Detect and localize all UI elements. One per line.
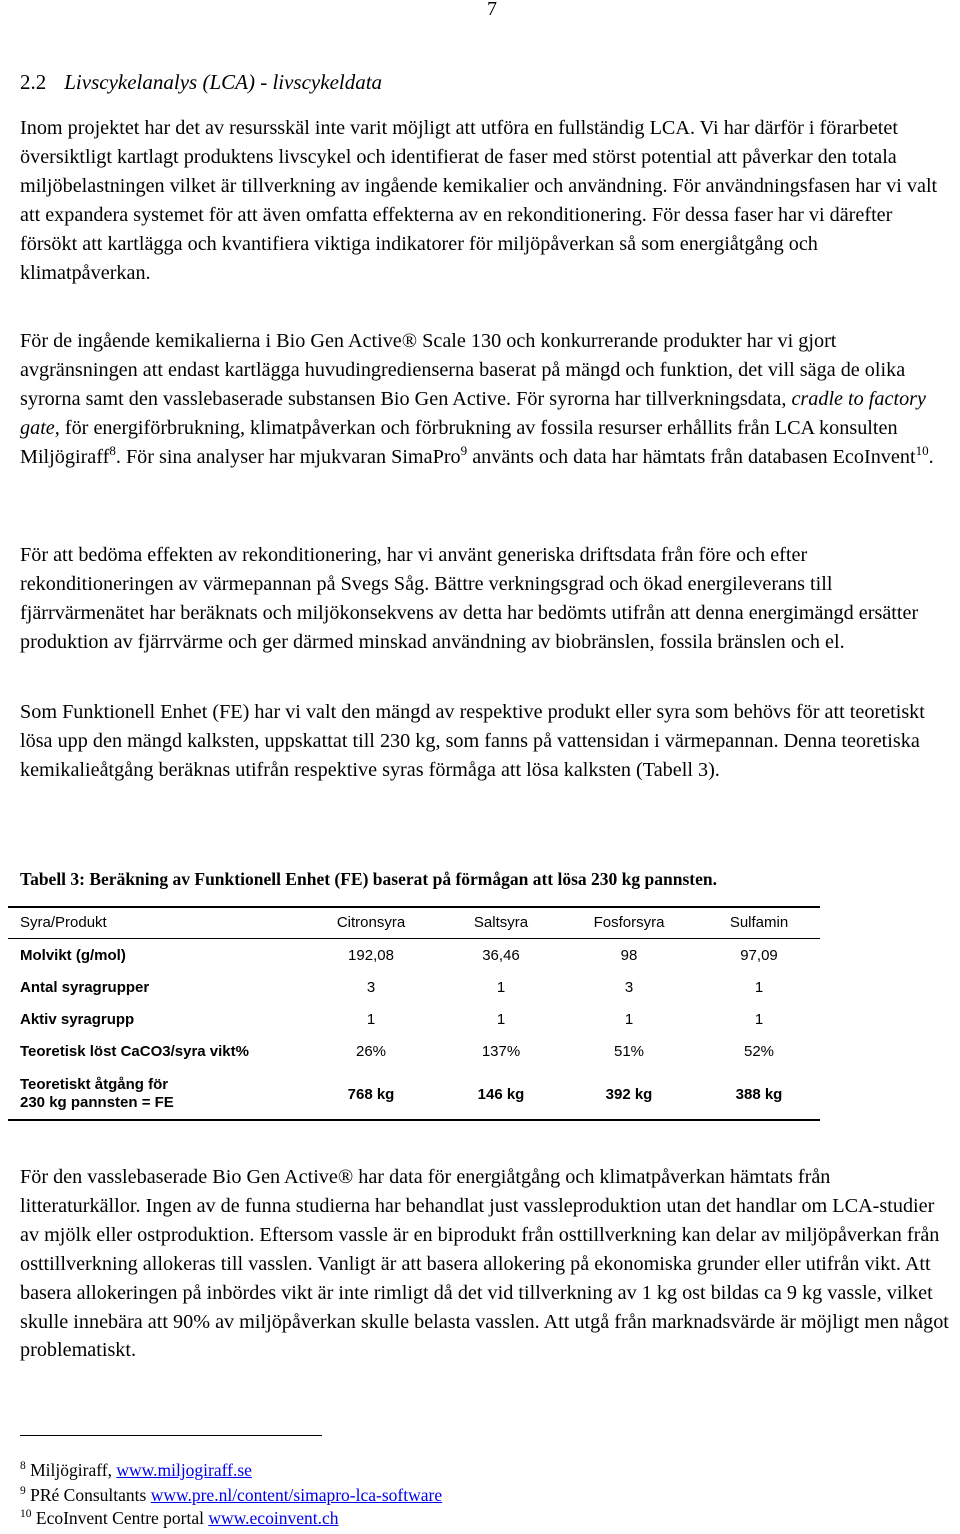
header-cell: Fosforsyra [593,913,665,931]
section-number: 2.2 [20,70,47,94]
table-cell: 1 [496,978,506,996]
footnote-ref-10: 10 [915,442,929,458]
footnote-link-pre[interactable]: www.pre.nl/content/simapro-lca-software [150,1485,443,1505]
table-cell: 768 kg [347,1085,395,1103]
footnote-number: 9 [20,1485,26,1497]
table-cell: 98 [620,946,638,964]
paragraph-4: Som Funktionell Enhet (FE) har vi valt den mängd av respektive produkt eller syra som behövs för att teoretiskt lösa upp den mängd kalksten, uppskattat till 230 kg, som fanns på vattensidan i värmepannan. Denna teoretiska kemikalieåtgång beräknas utifrån respektive syras förmåga att lösa kalksten (Tabell 3). [20,701,925,781]
paragraph-3: För att bedöma effekten av rekonditionering, har vi använt generiska driftsdata från före och efter rekonditioneringen av värmepannan på Svegs Såg. Bättre verkningsgrad och ökad energileverans till fjärrvärmenätet har beräknats och miljökonsekvens av detta har bedömts utifrån att denna energimängd ersätter produktion av fjärrvärme och ger därmed minskad användning av biobränslen, fossila bränslen och el. [20,544,919,653]
footnote-ref-8: 8 [109,442,116,458]
footnote-9 [20,1485,442,1506]
paragraph-2 [20,327,950,472]
footnote-separator [20,1435,322,1436]
table-row-fe [8,1072,820,1116]
footnote-8 [20,1460,252,1481]
paragraph-5: För den vasslebaserade Bio Gen Active® har data för energiåtgång och klimatpåverkan hämtats från litteraturkällor. Ingen av de funna studierna har behandlat just vassleproduktion utan det handlar om LCA-studier av mjölk eller ostproduktion. Eftersom vassle är en biprodukt från osttillverkning kan delar av miljöpåverkan från osttillverkning allokeras till vasslen. Vanligt är att basera allokering på ekonomiska grunder eller utifrån vikt. Att basera allokeringen på inbördes vikt är inte rimligt då det vid tillverkning av 1 kg ost bildas ca 9 kg vassle, vilket skulle innebära att 90% av miljöpåverkan skulle belasta vasslen. Att utgå från marknadsvärde är möjligt men något problematiskt. [20,1166,949,1362]
footnote-text: PRé Consultants [30,1485,151,1505]
footnote-number: 10 [20,1508,32,1520]
table-row [8,939,820,971]
header-cell: Syra/Produkt [20,913,107,931]
footnote-number: 8 [20,1460,26,1472]
row-label: Teoretisk löst CaCO3/syra vikt% [20,1042,249,1060]
paragraph-2-part-d: . För sina analyser har mjukvaran SimaPro [115,445,461,468]
table-cell: 192,08 [348,946,394,964]
table-cell: 137% [481,1042,521,1060]
paragraph-2-part-e: använts och data har hämtats från databasen EcoInvent [467,445,916,468]
paragraph-2-part-c: för energiförbrukning, klimatpåverkan och förbrukning av fossila resurser erhållits från LCA konsulten Miljögiraff [20,416,903,468]
table-cell: 392 kg [605,1085,653,1103]
table-cell: 1 [754,1010,764,1028]
row-label: Aktiv syragrupp [20,1010,135,1028]
footnote-link-ecoinvent[interactable]: www.ecoinvent.ch [208,1508,339,1528]
section-title: Livscykelanalys (LCA) - livscykeldata [64,70,383,94]
footnote-ref-9: 9 [460,442,468,458]
paragraph-2-part-a: För de ingående kemikalierna i Bio Gen Active® Scale 130 och konkurrerande produkter har vi gjort avgränsningen att endast kartlägga huvudingredienserna baserat på mängd och funktion, det vill säga de olika syrorna samt den vasslebaserade substansen Bio Gen Active. För syrorna har tillverkningsdata, [20,330,911,410]
table-cell: 1 [366,1010,376,1028]
row-label: Antal syragrupper [20,978,150,996]
page-number: 7 [487,0,497,20]
table-cell: 146 kg [477,1085,525,1103]
table-cell: 26% [355,1042,387,1060]
table-cell: 1 [624,1010,634,1028]
paragraph-1: Inom projektet har det av resursskäl inte varit möjligt att utföra en fullständig LCA. Vi har därför i förarbetet översiktligt kartlagt produktens livscykel och identifierat de faser med störst potential att påverkar den totala miljöbelastningen vilket är tillverkning av ingående kemikalier och användning. För användningsfasen har vi valt att expandera systemet för att även omfatta effekterna av en rekonditionering. För dessa faser har vi därefter försökt att kartlägga och kvantifiera viktiga indikatorer för miljöpåverkan så som energiåtgång och klimatpåverkan. [20,117,938,284]
paragraph-2-italic: cradle to factory gate, [20,387,932,439]
footnote-link-miljogiraff[interactable]: www.miljogiraff.se [116,1460,252,1480]
table-bottom-rule [8,1119,820,1121]
table-cell: 36,46 [482,946,520,964]
row-label-line-1: Teoretiskt åtgång för [20,1076,169,1093]
row-label-line-2: 230 kg pannsten = FE [20,1094,174,1111]
table-cell: 97,09 [740,946,778,964]
table-row [8,1035,820,1067]
row-label: Molvikt (g/mol) [20,946,126,964]
footnote-text: Miljögiraff, [30,1460,117,1480]
footnote-10 [20,1508,338,1529]
table-cell: 52% [743,1042,775,1060]
header-cell: Saltsyra [473,913,529,931]
header-cell: Citronsyra [336,913,406,931]
footnote-text: EcoInvent Centre portal [35,1508,209,1528]
table-cell: 388 kg [735,1085,783,1103]
table-cell: 3 [366,978,376,996]
paragraph-2-part-f: . [928,445,934,468]
section-heading [20,70,382,95]
table-row [8,1003,820,1035]
table-cell: 51% [613,1042,645,1060]
row-label [20,1072,320,1116]
header-cell: Sulfamin [729,913,789,931]
table-cell: 3 [624,978,634,996]
table-row [8,971,820,1003]
table-cell: 1 [754,978,764,996]
table-caption: Tabell 3: Beräkning av Funktionell Enhet (FE) baserat på förmågan att lösa 230 kg pannsten. [20,869,718,889]
table-cell: 1 [496,1010,506,1028]
table-header-row [8,906,820,938]
